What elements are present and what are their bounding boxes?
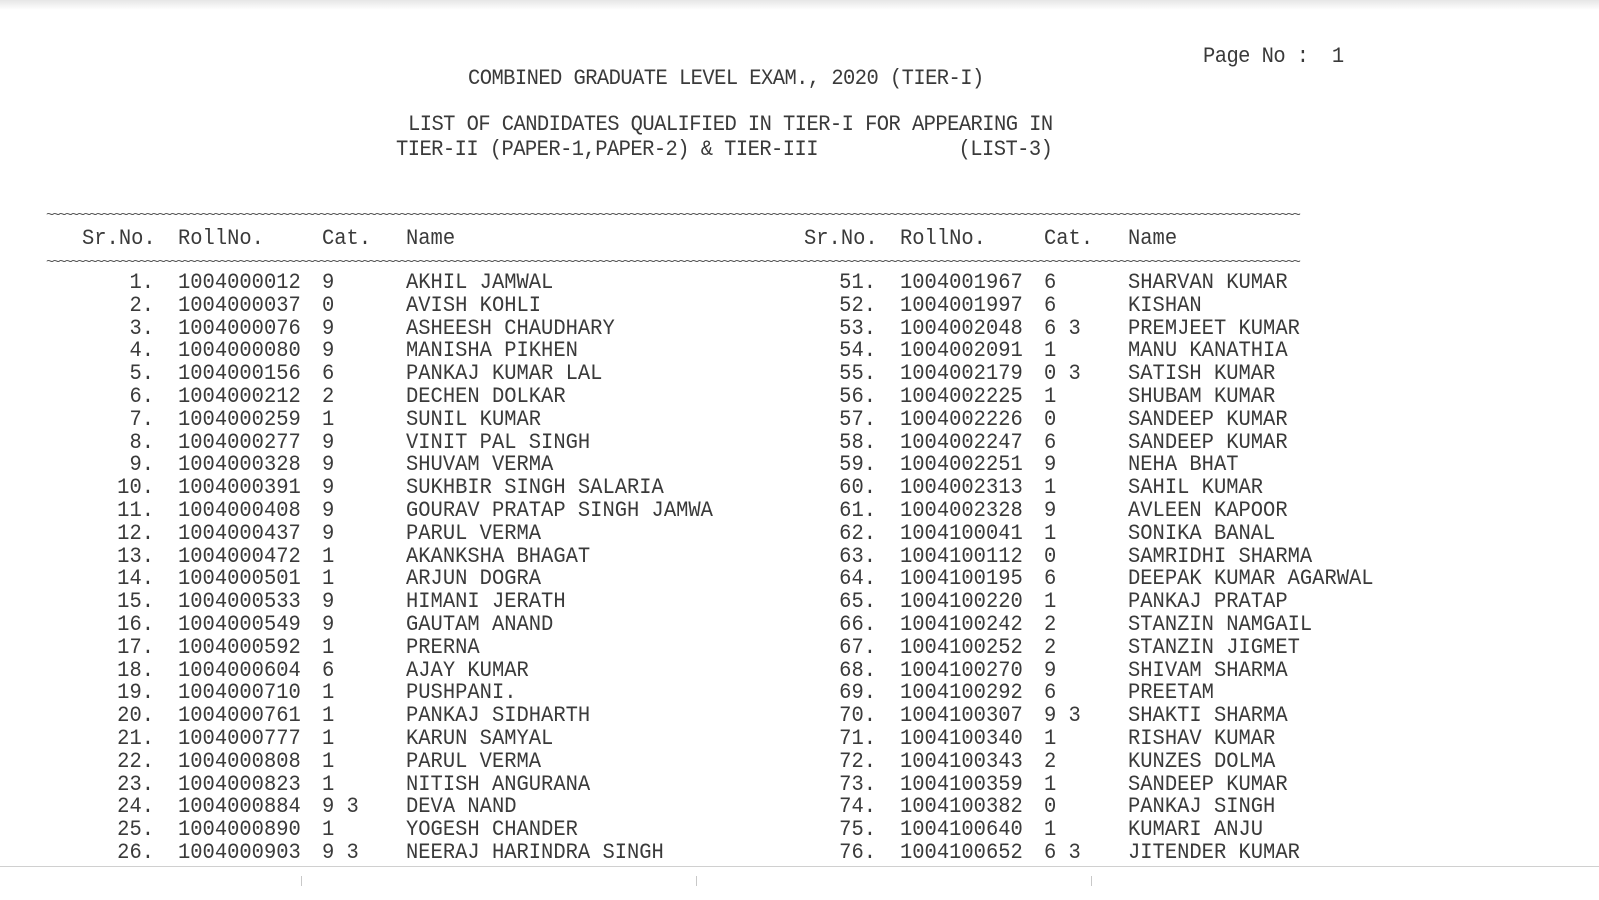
roll-number: 1004002251 [900, 452, 1023, 477]
category: 2 [1044, 612, 1057, 637]
table-row [0, 546, 1599, 568]
category: 6 [322, 658, 335, 683]
category: 1 [322, 635, 335, 660]
roll-number: 1004100112 [900, 544, 1023, 569]
roll-number: 1004002313 [900, 475, 1023, 500]
candidate-name: SANDEEP KUMAR [1128, 430, 1288, 455]
candidate-name: PANKAJ SIDHARTH [406, 703, 591, 728]
sr-number: 24. [117, 794, 154, 819]
table-row [0, 409, 1599, 431]
sr-number: 64. [839, 566, 876, 591]
candidate-name: HIMANI JERATH [406, 589, 566, 614]
roll-number: 1004000592 [178, 635, 301, 660]
category: 9 [1044, 658, 1057, 683]
candidate-name: AJAY KUMAR [406, 658, 529, 683]
sr-number: 68. [839, 658, 876, 683]
sr-number: 59. [839, 452, 876, 477]
candidate-name: STANZIN JIGMET [1128, 635, 1300, 660]
table-row [0, 272, 1599, 294]
sr-number: 76. [839, 840, 876, 865]
table-row [0, 796, 1599, 818]
category: 9 [322, 452, 335, 477]
sr-number: 52. [839, 293, 876, 318]
table-row [0, 386, 1599, 408]
category: 1 [322, 407, 335, 432]
category: 9 [322, 475, 335, 500]
sr-number: 18. [117, 658, 154, 683]
candidate-name: AKANKSHA BHAGAT [406, 544, 591, 569]
table-row [0, 728, 1599, 750]
candidate-name: VINIT PAL SINGH [406, 430, 591, 455]
table-row [0, 637, 1599, 659]
candidate-name: AVLEEN KAPOOR [1128, 498, 1288, 523]
table-row [0, 705, 1599, 727]
category: 6 [322, 361, 335, 386]
footer-divider [301, 876, 302, 886]
table-row [0, 682, 1599, 704]
sr-number: 69. [839, 680, 876, 705]
roll-number: 1004100220 [900, 589, 1023, 614]
roll-number: 1004000037 [178, 293, 301, 318]
candidate-name: AVISH KOHLI [406, 293, 542, 318]
category: 9 [322, 521, 335, 546]
roll-number: 1004000903 [178, 840, 301, 865]
roll-number: 1004100307 [900, 703, 1023, 728]
sr-number: 2. [129, 293, 154, 318]
table-row [0, 842, 1599, 864]
candidate-name: SATISH KUMAR [1128, 361, 1276, 386]
table-row [0, 523, 1599, 545]
sr-number: 12. [117, 521, 154, 546]
candidate-name: SHARVAN KUMAR [1128, 270, 1288, 295]
candidate-name: AKHIL JAMWAL [406, 270, 554, 295]
roll-number: 1004000437 [178, 521, 301, 546]
sr-number: 16. [117, 612, 154, 637]
top-shadow [0, 0, 1599, 10]
candidate-name: PRERNA [406, 635, 480, 660]
category: 9 [322, 589, 335, 614]
category: 1 [1044, 475, 1057, 500]
roll-number: 1004000777 [178, 726, 301, 751]
roll-number: 1004000012 [178, 270, 301, 295]
candidate-name: PUSHPANI. [406, 680, 517, 705]
candidate-name: YOGESH CHANDER [406, 817, 578, 842]
candidate-name: SHAKTI SHARMA [1128, 703, 1288, 728]
separator-bottom: ~~~~~~~~~~~~~~~~~~~~~~~~~~~~~~~~~~~~~~~~~~~~~~~~~~~~~~~~~~~~~~~~~~~~~~~~~~~~~~~~~~~~~~~~~~~~~~~~~~~~~~~~~~~~~~~~~~~~~~~~~~~~~~~~~~~~~~~~~~~~~~~~~~~~~~~~~~~~~~~~~~~~~~~~~~~~~~~~~~~~~~~~~~~~~~~~~~~~~~~~~~ [46, 259, 1299, 267]
roll-number: 1004100195 [900, 566, 1023, 591]
category: 6 [1044, 566, 1057, 591]
table-row [0, 568, 1599, 590]
header-left-name: Name [406, 226, 456, 251]
sr-number: 5. [129, 361, 154, 386]
roll-number: 1004000884 [178, 794, 301, 819]
sr-number: 72. [839, 749, 876, 774]
sr-number: 67. [839, 635, 876, 660]
roll-number: 1004000533 [178, 589, 301, 614]
sr-number: 70. [839, 703, 876, 728]
sr-number: 3. [129, 316, 154, 341]
table-row [0, 819, 1599, 841]
category: 1 [322, 703, 335, 728]
roll-number: 1004002225 [900, 384, 1023, 409]
category: 0 [1044, 407, 1057, 432]
category: 1 [322, 680, 335, 705]
sr-number: 65. [839, 589, 876, 614]
candidate-name: KISHAN [1128, 293, 1202, 318]
roll-number: 1004100292 [900, 680, 1023, 705]
category: 6 [1044, 430, 1057, 455]
sr-number: 62. [839, 521, 876, 546]
category: 0 [1044, 544, 1057, 569]
header-right-cat: Cat. [1044, 226, 1094, 251]
candidate-name: ASHEESH CHAUDHARY [406, 316, 615, 341]
sr-number: 15. [117, 589, 154, 614]
footer-divider [1091, 876, 1092, 886]
candidate-name: DECHEN DOLKAR [406, 384, 566, 409]
candidate-name: SANDEEP KUMAR [1128, 407, 1288, 432]
table-row [0, 318, 1599, 340]
roll-number: 1004000549 [178, 612, 301, 637]
sr-number: 58. [839, 430, 876, 455]
sr-number: 11. [117, 498, 154, 523]
candidate-name: STANZIN NAMGAIL [1128, 612, 1313, 637]
candidate-name: KUNZES DOLMA [1128, 749, 1276, 774]
table-row [0, 432, 1599, 454]
roll-number: 1004001997 [900, 293, 1023, 318]
sr-number: 26. [117, 840, 154, 865]
category: 1 [322, 726, 335, 751]
category: 9 [322, 430, 335, 455]
candidate-name: PREMJEET KUMAR [1128, 316, 1300, 341]
table-row [0, 477, 1599, 499]
candidate-name: SAHIL KUMAR [1128, 475, 1264, 500]
candidate-name: GOURAV PRATAP SINGH JAMWA [406, 498, 713, 523]
roll-number: 1004002328 [900, 498, 1023, 523]
sr-number: 74. [839, 794, 876, 819]
sr-number: 55. [839, 361, 876, 386]
sr-number: 61. [839, 498, 876, 523]
candidate-name: PREETAM [1128, 680, 1214, 705]
candidate-name: ARJUN DOGRA [406, 566, 542, 591]
roll-number: 1004000076 [178, 316, 301, 341]
category: 1 [322, 566, 335, 591]
candidate-name: SONIKA BANAL [1128, 521, 1276, 546]
table-row [0, 774, 1599, 796]
sr-number: 8. [129, 430, 154, 455]
roll-number: 1004100343 [900, 749, 1023, 774]
roll-number: 1004000156 [178, 361, 301, 386]
candidate-name: DEVA NAND [406, 794, 517, 819]
roll-number: 1004000604 [178, 658, 301, 683]
sr-number: 17. [117, 635, 154, 660]
sr-number: 73. [839, 772, 876, 797]
category: 9 3 [1044, 703, 1081, 728]
sr-number: 57. [839, 407, 876, 432]
roll-number: 1004100340 [900, 726, 1023, 751]
roll-number: 1004000212 [178, 384, 301, 409]
roll-number: 1004100359 [900, 772, 1023, 797]
candidate-name: SANDEEP KUMAR [1128, 772, 1288, 797]
table-row [0, 660, 1599, 682]
document-subtitle-line2: TIER-II (PAPER-1,PAPER-2) & TIER-III (LIST-3) [396, 137, 1053, 162]
roll-number: 1004002247 [900, 430, 1023, 455]
category: 6 3 [1044, 840, 1081, 865]
sr-number: 66. [839, 612, 876, 637]
roll-number: 1004001967 [900, 270, 1023, 295]
category: 0 3 [1044, 361, 1081, 386]
roll-number: 1004000823 [178, 772, 301, 797]
category: 6 3 [1044, 316, 1081, 341]
category: 6 [1044, 680, 1057, 705]
category: 2 [322, 384, 335, 409]
candidate-name: GAUTAM ANAND [406, 612, 554, 637]
category: 9 [322, 270, 335, 295]
roll-number: 1004002179 [900, 361, 1023, 386]
category: 9 [1044, 498, 1057, 523]
candidate-name: SHIVAM SHARMA [1128, 658, 1288, 683]
roll-number: 1004000501 [178, 566, 301, 591]
sr-number: 56. [839, 384, 876, 409]
roll-number: 1004100652 [900, 840, 1023, 865]
category: 2 [1044, 749, 1057, 774]
sr-number: 51. [839, 270, 876, 295]
candidate-name: MANISHA PIKHEN [406, 338, 578, 363]
sr-number: 14. [117, 566, 154, 591]
sr-number: 75. [839, 817, 876, 842]
candidate-name: PARUL VERMA [406, 521, 542, 546]
sr-number: 60. [839, 475, 876, 500]
roll-number: 1004002091 [900, 338, 1023, 363]
candidate-name: NITISH ANGURANA [406, 772, 591, 797]
candidate-name: KARUN SAMYAL [406, 726, 554, 751]
sr-number: 22. [117, 749, 154, 774]
roll-number: 1004000710 [178, 680, 301, 705]
sr-number: 19. [117, 680, 154, 705]
candidate-name: SUNIL KUMAR [406, 407, 542, 432]
candidate-name: PANKAJ KUMAR LAL [406, 361, 603, 386]
category: 2 [1044, 635, 1057, 660]
category: 1 [322, 817, 335, 842]
roll-number: 1004100252 [900, 635, 1023, 660]
candidate-name: RISHAV KUMAR [1128, 726, 1276, 751]
table-row [0, 500, 1599, 522]
category: 1 [322, 772, 335, 797]
roll-number: 1004000277 [178, 430, 301, 455]
category: 1 [322, 749, 335, 774]
candidate-name: KUMARI ANJU [1128, 817, 1264, 842]
roll-number: 1004100041 [900, 521, 1023, 546]
category: 1 [1044, 772, 1057, 797]
roll-number: 1004000391 [178, 475, 301, 500]
roll-number: 1004000472 [178, 544, 301, 569]
roll-number: 1004002048 [900, 316, 1023, 341]
category: 0 [1044, 794, 1057, 819]
category: 1 [322, 544, 335, 569]
header-right-roll: RollNo. [900, 226, 986, 251]
header-left-roll: RollNo. [178, 226, 264, 251]
category: 9 [1044, 452, 1057, 477]
table-row [0, 363, 1599, 385]
document-title: COMBINED GRADUATE LEVEL EXAM., 2020 (TIER-I) [468, 66, 984, 91]
candidate-name: PARUL VERMA [406, 749, 542, 774]
category: 6 [1044, 293, 1057, 318]
table-row [0, 340, 1599, 362]
roll-number: 1004000080 [178, 338, 301, 363]
category: 1 [1044, 589, 1057, 614]
separator-top: ~~~~~~~~~~~~~~~~~~~~~~~~~~~~~~~~~~~~~~~~~~~~~~~~~~~~~~~~~~~~~~~~~~~~~~~~~~~~~~~~~~~~~~~~~~~~~~~~~~~~~~~~~~~~~~~~~~~~~~~~~~~~~~~~~~~~~~~~~~~~~~~~~~~~~~~~~~~~~~~~~~~~~~~~~~~~~~~~~~~~~~~~~~~~~~~~~~~~~~~~~~ [46, 212, 1299, 220]
roll-number: 1004000761 [178, 703, 301, 728]
sr-number: 4. [129, 338, 154, 363]
category: 9 [322, 316, 335, 341]
category: 1 [1044, 521, 1057, 546]
roll-number: 1004000890 [178, 817, 301, 842]
table-row [0, 454, 1599, 476]
category: 9 [322, 338, 335, 363]
candidate-name: PANKAJ SINGH [1128, 794, 1276, 819]
footer-divider [696, 876, 697, 886]
sr-number: 7. [129, 407, 154, 432]
sr-number: 71. [839, 726, 876, 751]
roll-number: 1004000808 [178, 749, 301, 774]
sr-number: 54. [839, 338, 876, 363]
candidate-name: MANU KANATHIA [1128, 338, 1288, 363]
page-number: Page No : 1 [1203, 44, 1344, 69]
sr-number: 53. [839, 316, 876, 341]
sr-number: 1. [129, 270, 154, 295]
header-right-name: Name [1128, 226, 1178, 251]
roll-number: 1004000328 [178, 452, 301, 477]
roll-number: 1004100640 [900, 817, 1023, 842]
sr-number: 21. [117, 726, 154, 751]
sr-number: 9. [129, 452, 154, 477]
roll-number: 1004000259 [178, 407, 301, 432]
sr-number: 20. [117, 703, 154, 728]
table-row [0, 295, 1599, 317]
candidate-name: DEEPAK KUMAR AGARWAL [1128, 566, 1374, 591]
sr-number: 6. [129, 384, 154, 409]
header-right-sr: Sr.No. [804, 226, 878, 251]
category: 9 [322, 612, 335, 637]
sr-number: 10. [117, 475, 154, 500]
table-row [0, 614, 1599, 636]
table-row [0, 751, 1599, 773]
roll-number: 1004100382 [900, 794, 1023, 819]
candidate-name: SHUVAM VERMA [406, 452, 554, 477]
category: 9 3 [322, 840, 359, 865]
category: 1 [1044, 817, 1057, 842]
sr-number: 63. [839, 544, 876, 569]
category: 1 [1044, 726, 1057, 751]
candidate-name: SUKHBIR SINGH SALARIA [406, 475, 664, 500]
candidate-name: SHUBAM KUMAR [1128, 384, 1276, 409]
roll-number: 1004000408 [178, 498, 301, 523]
candidate-name: PANKAJ PRATAP [1128, 589, 1288, 614]
category: 9 [322, 498, 335, 523]
candidate-name: SAMRIDHI SHARMA [1128, 544, 1313, 569]
header-left-sr: Sr.No. [82, 226, 156, 251]
candidate-name: JITENDER KUMAR [1128, 840, 1300, 865]
candidate-name: NEERAJ HARINDRA SINGH [406, 840, 664, 865]
document-subtitle-line1: LIST OF CANDIDATES QUALIFIED IN TIER-I FOR APPEARING IN [408, 112, 1053, 137]
roll-number: 1004100270 [900, 658, 1023, 683]
viewer-footer [0, 867, 1599, 900]
category: 9 3 [322, 794, 359, 819]
sr-number: 25. [117, 817, 154, 842]
header-left-cat: Cat. [322, 226, 372, 251]
category: 1 [1044, 338, 1057, 363]
roll-number: 1004002226 [900, 407, 1023, 432]
category: 6 [1044, 270, 1057, 295]
category: 0 [322, 293, 335, 318]
sr-number: 23. [117, 772, 154, 797]
sr-number: 13. [117, 544, 154, 569]
candidate-name: NEHA BHAT [1128, 452, 1239, 477]
category: 1 [1044, 384, 1057, 409]
roll-number: 1004100242 [900, 612, 1023, 637]
table-row [0, 591, 1599, 613]
